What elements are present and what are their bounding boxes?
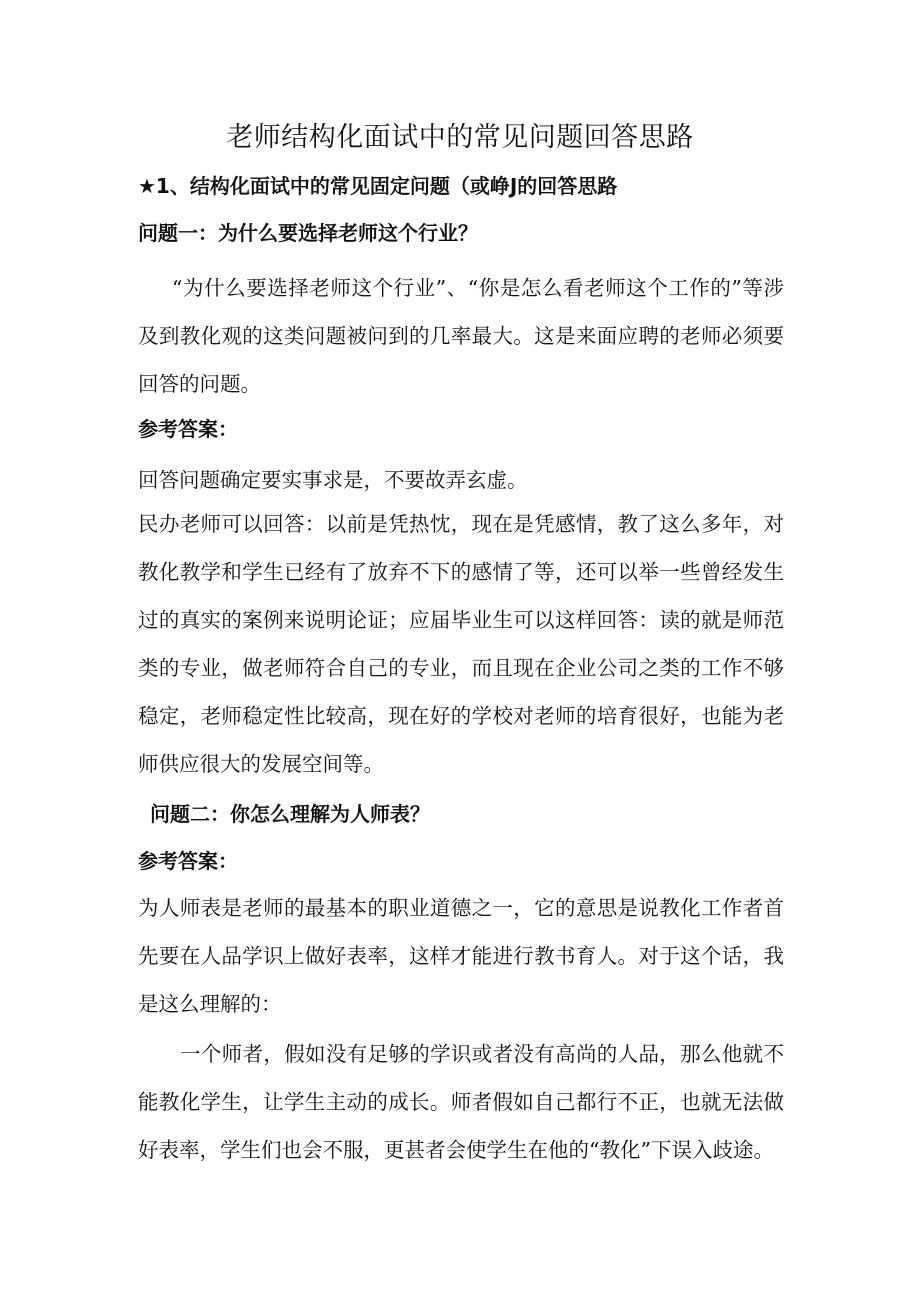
question-two-answer-paragraph-1: 为人师表是老师的最基本的职业道德之一，它的意思是说教化工作者首先要在人品学识上做好表率，这样才能进行教书育人。对于这个话，我是这么理解的：	[138, 896, 784, 1016]
question-one-answer-paragraph-1: 回答问题确定要实事求是，不要故弄玄虚。	[138, 468, 528, 492]
question-one-intro: “为什么要选择老师这个行业”、“你是怎么看老师这个工作的”等涉及到教化观的这类问题被问到的几率最大。这是来面应聘的老师必须要回答的问题。	[138, 276, 784, 396]
document-title: 老师结构化面试中的常见问题回答思路	[226, 122, 694, 153]
question-two-heading: 问题二：你怎么理解为人师表？	[150, 802, 430, 826]
question-one-heading: 问题一：为什么要选择老师这个行业？	[138, 221, 478, 245]
question-one-answer-paragraph-2: 民办老师可以回答：以前是凭热忱，现在是凭感情，教了这么多年，对教化教学和学生已经有了放弃不下的感情了等，还可以举一些曾经发生过的真实的案例来说明论证；应届毕业生可以这样回答：读的就是师范类的专业，做老师符合自己的专业，而且现在企业公司之类的工作不够稳定，老师稳定性比较高，现在好的学校对老师的培育很好，也能为老师供应很大的发展空间等。	[138, 512, 784, 776]
question-two-answer-paragraph-2: 一个师者，假如没有足够的学识或者没有高尚的人品，那么他就不能教化学生，让学生主动的成长。师者假如自己都行不正，也就无法做好表率，学生们也会不服，更甚者会使学生在他的“教化”下误入歧途。	[138, 1042, 784, 1162]
section-heading: ★1、结构化面试中的常见固定问题（或峥J的回答思路	[138, 174, 618, 198]
question-two-answer-label: 参考答案：	[138, 849, 238, 873]
question-one-answer-label: 参考答案：	[138, 417, 238, 441]
